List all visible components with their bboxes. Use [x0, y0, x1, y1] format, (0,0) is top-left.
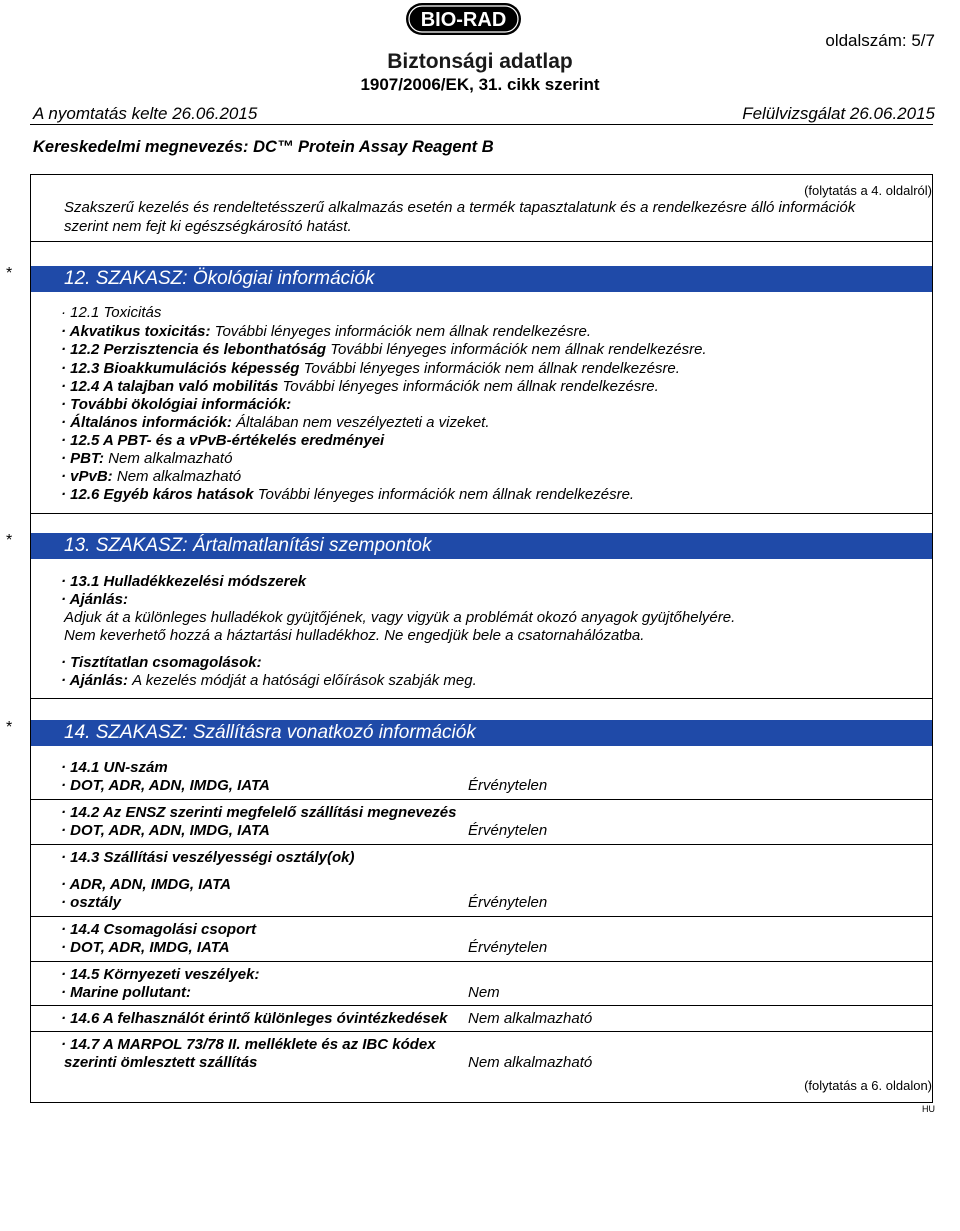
- sec14-r1-sub: · DOT, ADR, ADN, IMDG, IATA: [61, 777, 270, 794]
- sec12-line-10: · vPvB: Nem alkalmazható: [61, 468, 242, 485]
- sec14-r7-value: Nem alkalmazható: [468, 1054, 593, 1071]
- bio-rad-logo: [405, 2, 522, 36]
- sec14-r4-value: Érvénytelen: [468, 939, 548, 956]
- sec14-r5-value: Nem: [468, 984, 500, 1001]
- row-divider: [31, 916, 932, 917]
- sec14-r3-sub1: · ADR, ADN, IMDG, IATA: [61, 876, 231, 893]
- row-divider: [31, 1005, 932, 1006]
- section-14-header: 14. SZAKASZ: Szállításra vonatkozó információk: [31, 720, 932, 746]
- sec13-line-5: · Tisztítatlan csomagolások:: [61, 654, 262, 671]
- row-divider: [31, 961, 932, 962]
- sec14-r6-label: · 14.6 A felhasználót érintő különleges óvintézkedések: [61, 1010, 448, 1027]
- sec14-r1-label: · 14.1 UN-szám: [61, 759, 168, 776]
- sec14-r3-sub2: · osztály: [61, 894, 122, 911]
- sec12-line-3: · 12.2 Perzisztencia és lebonthatóság További lényeges információk nem állnak rendelkezésre.: [61, 341, 707, 358]
- header-divider: [30, 124, 933, 125]
- sec14-r5-label: · 14.5 Környezeti veszélyek:: [61, 966, 260, 983]
- sec14-r5-sub: · Marine pollutant:: [61, 984, 191, 1001]
- sec12-line-6: · További ökológiai információk:: [61, 396, 292, 413]
- regulation-subtitle: 1907/2006/EK, 31. cikk szerint: [360, 75, 600, 94]
- svg-text:BIO-RAD: BIO-RAD: [420, 9, 507, 31]
- section-12-change-marker: *: [6, 265, 13, 282]
- language-code: HU: [922, 1104, 935, 1114]
- sec14-r4-sub: · DOT, ADR, IMDG, IATA: [61, 939, 230, 956]
- sec12-line-9: · PBT: Nem alkalmazható: [61, 450, 233, 467]
- revision-date: Felülvizsgálat 26.06.2015: [742, 104, 935, 123]
- row-divider: [31, 1031, 932, 1032]
- sec14-r1-value: Érvénytelen: [468, 777, 548, 794]
- sec14-r7-label-1: · 14.7 A MARPOL 73/78 II. melléklete és az IBC kódex: [61, 1036, 436, 1053]
- sec12-line-1: · 12.1 Toxicitás: [61, 304, 162, 321]
- sec14-r4-label: · 14.4 Csomagolási csoport: [61, 921, 257, 938]
- sec12-line-4: · 12.3 Bioakkumulációs képesség További lényeges információk nem állnak rendelkezésre.: [61, 360, 680, 377]
- sec14-r2-sub: · DOT, ADR, ADN, IMDG, IATA: [61, 822, 270, 839]
- sec14-r2-value: Érvénytelen: [468, 822, 548, 839]
- document-title: Biztonsági adatlap: [387, 50, 573, 73]
- continuation-text-2: szerint nem fejt ki egészségkárosító hatást.: [64, 218, 352, 235]
- continued-to: (folytatás a 6. oldalon): [804, 1078, 932, 1093]
- sec12-line-11: · 12.6 Egyéb káros hatások További lényeges információk nem állnak rendelkezésre.: [61, 486, 635, 503]
- print-date: A nyomtatás kelte 26.06.2015: [33, 104, 258, 123]
- sec13-line-6: · Ajánlás: A kezelés módját a hatósági előírások szabják meg.: [61, 672, 477, 689]
- trade-name: Kereskedelmi megnevezés: DC™ Protein Assay Reagent B: [33, 138, 494, 156]
- divider: [31, 241, 932, 242]
- row-divider: [31, 799, 932, 800]
- sec13-line-2: · Ajánlás:: [61, 591, 128, 608]
- section-13-header: 13. SZAKASZ: Ártalmatlanítási szempontok: [31, 533, 932, 559]
- sec14-r2-label: · 14.2 Az ENSZ szerinti megfelelő szállítási megnevezés: [61, 804, 457, 821]
- sec13-line-1: · 13.1 Hulladékkezelési módszerek: [61, 573, 307, 590]
- row-divider: [31, 844, 932, 845]
- divider: [31, 698, 932, 699]
- sec13-line-3: Adjuk át a különleges hulladékok gyüjtőjének, vagy vigyük a problémát okozó anyagok gyüjtőhelyére.: [64, 609, 736, 626]
- content-frame: [30, 174, 933, 1103]
- sec14-r7-label-2: szerinti ömlesztett szállítás: [64, 1054, 258, 1071]
- continued-from: (folytatás a 4. oldalról): [804, 183, 932, 198]
- sec12-line-2: · Akvatikus toxicitás: További lényeges információk nem állnak rendelkezésre.: [61, 323, 591, 340]
- continuation-text-1: Szakszerű kezelés és rendeltetésszerű alkalmazás esetén a termék tapasztalatunk és a rendelkezésre álló információk: [64, 199, 856, 216]
- sec14-r3-label: · 14.3 Szállítási veszélyességi osztály(ok): [61, 849, 355, 866]
- page-number: oldalszám: 5/7: [825, 31, 935, 50]
- sec13-line-4: Nem keverhető hozzá a háztartási hulladékhoz. Ne engedjük bele a csatornahálózatba.: [64, 627, 645, 644]
- sec14-r3-value: Érvénytelen: [468, 894, 548, 911]
- sec12-line-5: · 12.4 A talajban való mobilitás További lényeges információk nem állnak rendelkezésre.: [61, 378, 659, 395]
- sec14-r6-value: Nem alkalmazható: [468, 1010, 593, 1027]
- divider: [31, 513, 932, 514]
- section-12-header: 12. SZAKASZ: Ökológiai információk: [31, 266, 932, 292]
- section-14-change-marker: *: [6, 719, 13, 736]
- sec12-line-7: · Általános információk: Általában nem veszélyezteti a vizeket.: [61, 414, 490, 431]
- sec12-line-8: · 12.5 A PBT- és a vPvB-értékelés eredményei: [61, 432, 385, 449]
- section-13-change-marker: *: [6, 532, 13, 549]
